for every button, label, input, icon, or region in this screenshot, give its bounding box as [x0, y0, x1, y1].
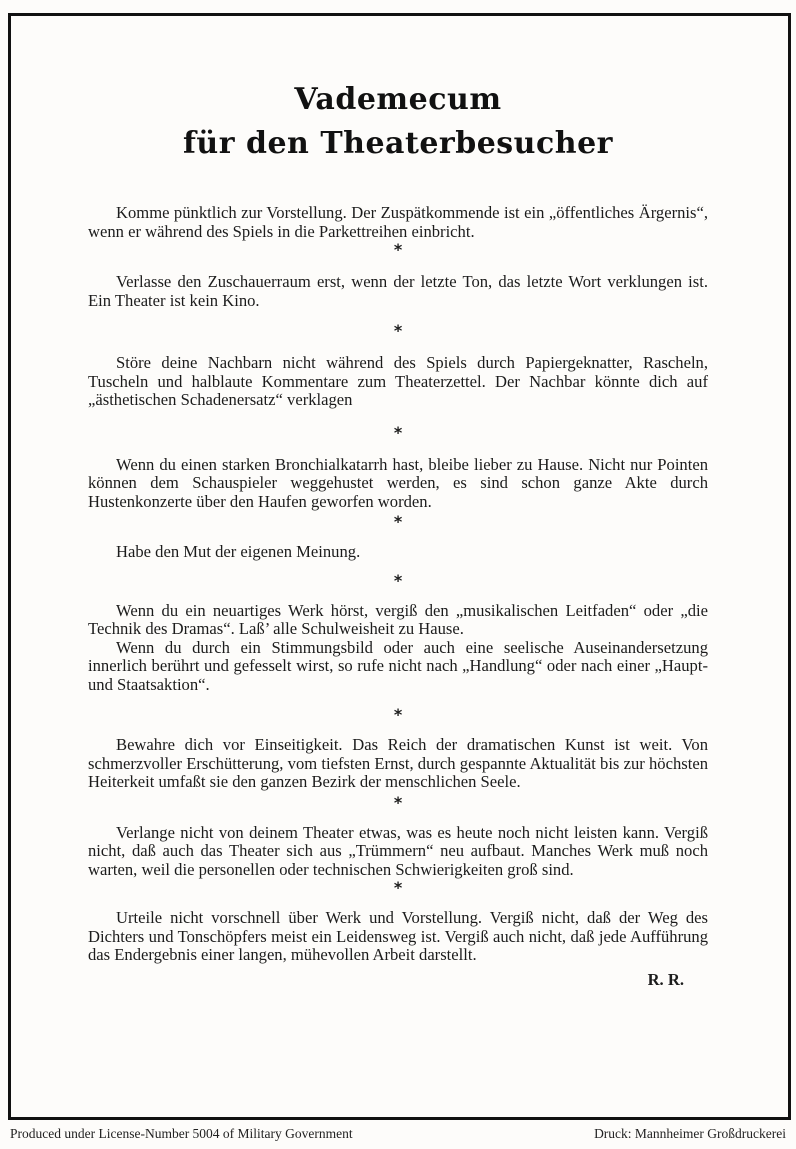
separator-star: *: [393, 512, 403, 531]
title-line-2: für den Theaterbesucher: [183, 126, 613, 161]
paragraph-one-sidedness: Bewahre dich vor Einseitigkeit. Das Reich der dramatischen Kunst ist weit. Von schmerzvoller Erschütterung, vom tiefsten Ernst, durch gespannte Aktualität bis zur höchsten Heiterkeit umfaßt sie den ganzen Bezirk der menschlichen Seele.: [88, 735, 708, 791]
separator-star: *: [393, 705, 403, 724]
document-title: [0, 78, 796, 166]
separator-star: *: [393, 321, 403, 340]
footer-license: Produced under License-Number 5004 of Military Government: [10, 1126, 353, 1141]
title-line-1: Vademecum: [294, 82, 502, 117]
separator-star: *: [393, 570, 403, 590]
paragraph-cough: Wenn du einen starken Bronchialkatarrh hast, bleibe lieber zu Hause. Nicht nur Pointen können dem Schauspieler weggehustet werden, es sind schon ganze Akte durch Hustenkonzerte über den Haufen geworfen worden.: [88, 454, 708, 511]
paragraph-courage: Habe den Mut der eigenen Meinung.: [116, 542, 361, 561]
footer-printer: Druck: Mannheimer Großdruckerei: [594, 1126, 786, 1141]
separator-star: *: [393, 240, 403, 259]
separator-star: *: [393, 792, 403, 812]
paragraph-punctuality: Komme pünktlich zur Vorstellung. Der Zuspätkommende ist ein „öffentliches Ärgernis“, wenn er während des Spiels in die Parkettreihen einbricht.: [88, 203, 708, 241]
paragraph-expectations: Verlange nicht von deinem Theater etwas, was es heute noch nicht leisten kann. Vergiß nicht, daß auch das Theater sich aus „Trümmern“ neu aufbaut. Manches Werk muß noch warten, weil die personellen oder technischen Schwierigkeiten groß sind.: [88, 822, 708, 879]
paragraph-neighbors: Störe deine Nachbarn nicht während des Spiels durch Papiergeknatter, Rascheln, Tuscheln und halblaute Kommentare zum Theaterzettel. Der Nachbar könnte dich auf „ästhetischen Schadenersatz“ verklagen: [88, 353, 708, 409]
signature: R. R.: [647, 969, 684, 989]
separator-star: *: [393, 878, 403, 897]
paragraph-new-work-continued: Wenn du durch ein Stimmungsbild oder auch eine seelische Auseinandersetzung innerlich berührt und gefesselt wirst, so rufe nicht nach „Handlung“ oder nach einer „Haupt- und Staatsaktion“.: [88, 637, 708, 694]
paragraph-new-work: Wenn du ein neuartiges Werk hörst, vergiß den „musikalischen Leitfaden“ oder „die Technik des Dramas“. Laß’ alle Schulweisheit zu Hause.: [88, 600, 708, 638]
paragraph-leaving: Verlasse den Zuschauerraum erst, wenn der letzte Ton, das letzte Wort verklungen ist. Ein Theater ist kein Kino.: [88, 272, 708, 310]
separator-star: *: [393, 422, 403, 442]
paragraph-judgement: Urteile nicht vorschnell über Werk und Vorstellung. Vergiß nicht, daß der Weg des Dichters und Tonschöpfers meist ein Leidensweg ist. Vergiß auch nicht, daß jede Aufführung das Endergebnis einer langen, mühevollen Arbeit darstellt.: [88, 908, 708, 964]
document-body: [88, 204, 708, 989]
